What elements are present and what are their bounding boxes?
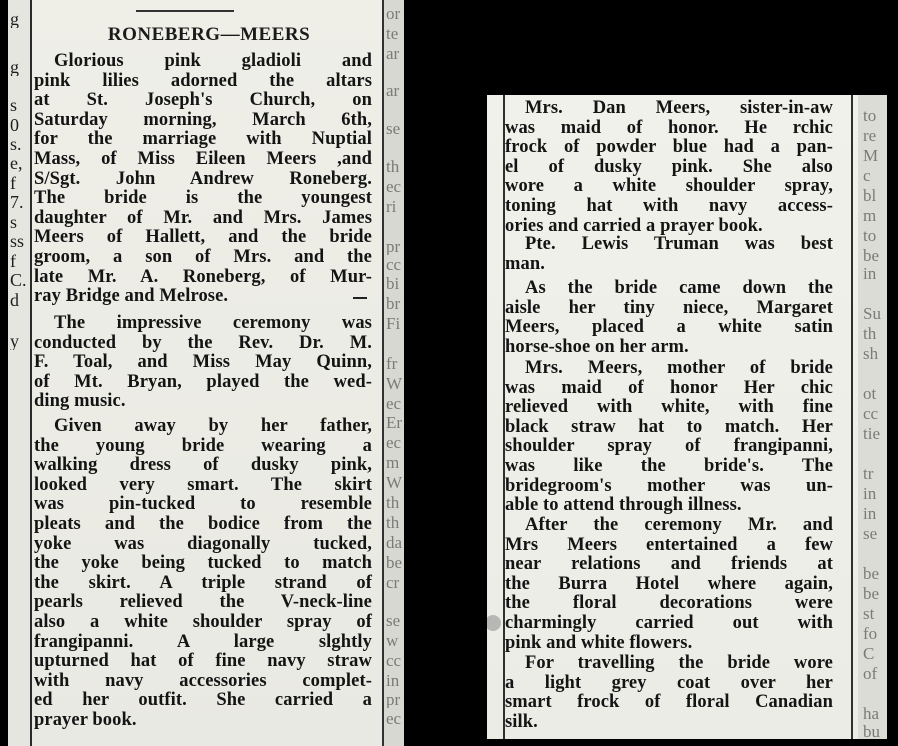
neighbor-fragment: da: [386, 534, 403, 551]
right-paragraph-3: [505, 279, 833, 357]
article-line: the floral decorations were: [505, 593, 833, 614]
article-line: shoulder spray of frangipanni,: [505, 436, 833, 457]
left-clipping-neighbor-column: [382, 0, 404, 746]
article-line: Meers, placed a white satin: [505, 317, 833, 338]
neighbor-fragment: or: [386, 5, 401, 22]
neighbor-fragment: m: [863, 207, 877, 224]
article-line: S/Sgt. John Andrew Roneberg.: [34, 168, 372, 189]
article-line: also a white shoulder spray of: [34, 611, 372, 632]
article-line: Mass, of Miss Eileen Meers ,and: [34, 148, 372, 169]
neighbor-fragment: w: [386, 632, 399, 649]
neighbor-fragment: re: [863, 127, 877, 144]
neighbor-fragment: of: [863, 665, 878, 682]
article-line: groom, a son of Mrs. and the: [34, 246, 372, 267]
article-line: black straw hat to match. Her: [505, 416, 833, 437]
article-line: was maid of honor. He rchic: [505, 117, 833, 138]
neighbor-fragment: st: [863, 605, 875, 622]
neighbor-fragment: bl: [863, 187, 877, 204]
gutter-fragment: g: [10, 10, 19, 28]
article-line: walking dress of dusky pink,: [34, 455, 372, 476]
left-paragraph-3: [34, 417, 372, 731]
scan-dot: [487, 615, 501, 631]
article-line: Mrs Meers entertained a few: [505, 534, 833, 555]
gutter-fragment: ss: [10, 232, 25, 250]
article-line: Meers of Hallett, and the bride: [34, 227, 372, 248]
article-line: aisle her tiny niece, Margaret: [505, 297, 833, 318]
neighbor-fragment: Fi: [386, 315, 401, 332]
neighbor-fragment: Su: [863, 305, 881, 322]
article-line: was like the bride's. The: [505, 455, 833, 476]
article-line: late Mr. A. Roneberg, of Mur-: [34, 266, 372, 287]
article-line: ray Bridge and Melrose.: [34, 286, 229, 307]
article-line: with navy accessories complet-: [34, 670, 372, 691]
article-line: The bride is the youngest: [34, 188, 372, 209]
article-line: the skirt. A triple strand of: [34, 572, 372, 593]
article-line: at St. Joseph's Church, on: [34, 90, 372, 111]
gutter-fragment: s: [10, 96, 18, 114]
article-line: yoke was diagonally tucked,: [34, 533, 372, 554]
article-line: conducted by the Rev. Dr. M.: [34, 332, 372, 353]
neighbor-fragment: th: [386, 514, 400, 531]
neighbor-fragment: ar: [386, 82, 400, 99]
article-line: able to attend through illness.: [505, 495, 742, 516]
article-line: daughter of Mr. and Mrs. James: [34, 207, 372, 228]
article-line: frangipanni. A large slghtly: [34, 631, 372, 652]
left-gutter: [8, 0, 32, 746]
neighbor-fragment: ot: [863, 385, 877, 402]
gutter-fragment: e,: [10, 154, 23, 172]
neighbor-fragment: cc: [863, 405, 879, 422]
article-line: smart frock of floral Canadian: [505, 692, 833, 713]
left-newspaper-clipping: [8, 0, 404, 746]
article-line: pink lilies adorned the altars: [34, 70, 372, 91]
headline-rule: [136, 10, 234, 12]
neighbor-fragment: th: [386, 494, 400, 511]
neighbor-fragment: te: [386, 25, 399, 42]
neighbor-fragment: ec: [386, 710, 402, 727]
right-paragraph-5: [505, 516, 833, 653]
neighbor-fragment: ec: [386, 434, 402, 451]
left-article: [34, 0, 384, 746]
article-line: Pte. Lewis Truman was best: [525, 234, 833, 254]
neighbor-fragment: br: [386, 295, 401, 312]
gutter-fragment: 7.: [10, 193, 24, 211]
gutter-fragment: d: [10, 291, 19, 309]
gutter-fragment: s: [10, 213, 18, 231]
neighbor-fragment: c: [863, 167, 871, 184]
article-line: The impressive ceremony was: [54, 313, 372, 333]
article-line: After the ceremony Mr. and: [525, 515, 833, 535]
article-line: the young bride wearing a: [34, 435, 372, 456]
neighbor-fragment: m: [386, 454, 400, 471]
article-line: relieved with white, with fine: [505, 397, 833, 418]
neighbor-fragment: pr: [386, 691, 401, 708]
gutter-fragment: s.: [10, 135, 22, 153]
neighbor-fragment: ec: [386, 395, 402, 412]
neighbor-fragment: th: [863, 325, 877, 342]
article-line: ed her outfit. She carried a: [34, 690, 372, 711]
neighbor-fragment: be: [863, 585, 880, 602]
neighbor-fragment: bi: [386, 275, 400, 292]
neighbor-fragment: sh: [863, 345, 879, 362]
article-line: pink and white flowers.: [505, 632, 693, 653]
neighbor-fragment: se: [863, 525, 878, 542]
neighbor-fragment: th: [386, 158, 400, 175]
article-line: pleats and the bodice from the: [34, 513, 372, 534]
neighbor-fragment: to: [863, 107, 877, 124]
neighbor-fragment: in: [863, 505, 877, 522]
article-line: for the marriage with Nuptial: [34, 129, 372, 150]
neighbor-fragment: cr: [386, 574, 400, 591]
neighbor-fragment: se: [386, 120, 401, 137]
article-line: silk.: [505, 711, 538, 732]
article-line: a light grey coat over her: [505, 672, 833, 693]
article-headline: RONEBERG—MEERS: [107, 24, 311, 45]
neighbor-fragment: ri: [386, 198, 397, 215]
neighbor-fragment: ec: [386, 178, 402, 195]
article-line: bridegroom's mother was un-: [505, 475, 833, 496]
right-clipping-neighbor-column: [858, 95, 887, 739]
neighbor-fragment: M: [863, 147, 879, 164]
neighbor-fragment: tie: [863, 425, 880, 442]
gutter-fragment: y: [10, 332, 19, 350]
neighbor-fragment: in: [863, 485, 877, 502]
gutter-fragment: 0: [10, 116, 19, 134]
article-line: ding music.: [34, 391, 126, 412]
neighbor-fragment: in: [863, 265, 877, 282]
article-line: upturned hat of fine navy straw: [34, 651, 372, 672]
neighbor-fragment: fr: [386, 355, 398, 372]
neighbor-fragment: W: [386, 474, 403, 491]
article-line: charmingly carried out with: [505, 612, 833, 633]
article-line: of Mt. Bryan, played the wed-: [34, 371, 372, 392]
neighbor-fragment: cc: [386, 256, 402, 273]
article-line: horse-shoe on her arm.: [505, 336, 689, 357]
dash-mark: [353, 297, 367, 299]
right-paragraph-2: [505, 235, 833, 274]
article-line: man.: [505, 253, 545, 274]
article-line: frock of powder blue had a pan-: [505, 137, 833, 158]
article-line: the yoke being tucked to match: [34, 553, 372, 574]
gutter-fragment: C.: [10, 271, 27, 289]
neighbor-fragment: C: [863, 645, 875, 662]
neighbor-fragment: be: [863, 247, 880, 264]
neighbor-fragment: se: [386, 612, 401, 629]
neighbor-fragment: be: [863, 565, 880, 582]
left-paragraph-2: [34, 314, 372, 412]
neighbor-fragment: in: [386, 672, 400, 689]
article-line: Saturday morning, March 6th,: [34, 109, 372, 130]
article-line: ories and carried a prayer book.: [505, 215, 763, 236]
article-line: toning hat with navy access-: [505, 195, 833, 216]
article-line: was pin-tucked to resemble: [34, 494, 372, 515]
article-line: Given away by her father,: [54, 416, 372, 436]
article-line: Mrs. Dan Meers, sister-in-aw: [525, 98, 833, 118]
article-line: prayer book.: [34, 709, 137, 730]
neighbor-fragment: fo: [863, 625, 878, 642]
neighbor-fragment: W: [386, 375, 403, 392]
neighbor-fragment: be: [386, 554, 403, 571]
neighbor-fragment: bu: [863, 723, 880, 739]
article-line: pearls relieved the V-neck-line: [34, 592, 372, 613]
neighbor-fragment: pr: [386, 238, 401, 255]
article-line: near relations and friends at: [505, 554, 833, 575]
neighbor-fragment: tr: [863, 465, 874, 482]
right-newspaper-clipping: [487, 95, 887, 739]
article-line: wore a white shoulder spray,: [505, 176, 833, 197]
article-line: As the bride came down the: [525, 278, 833, 298]
left-paragraph-1: [34, 52, 372, 307]
right-paragraph-1: [505, 99, 833, 236]
article-line: looked very smart. The skirt: [34, 474, 372, 495]
article-line: F. Toal, and Miss May Quinn,: [34, 352, 372, 373]
neighbor-fragment: ar: [386, 45, 400, 62]
article-line: For travelling the bride wore: [525, 653, 833, 673]
right-paragraph-4: [505, 359, 833, 516]
right-paragraph-6: [505, 654, 833, 732]
article-line: was maid of honor Her chic: [505, 377, 833, 398]
neighbor-fragment: Er: [386, 414, 403, 431]
gutter-fragment: f: [10, 252, 16, 270]
neighbor-fragment: ha: [863, 705, 880, 722]
article-line: the Burra Hotel where again,: [505, 573, 833, 594]
neighbor-fragment: to: [863, 227, 877, 244]
gutter-fragment: g: [10, 58, 19, 76]
article-line: el of dusky pink. She also: [505, 156, 833, 177]
gutter-fragment: f: [10, 174, 16, 192]
right-article: [503, 95, 853, 739]
article-line: Glorious pink gladioli and: [54, 51, 372, 71]
article-line: Mrs. Meers, mother of bride: [525, 358, 833, 378]
neighbor-fragment: cc: [386, 652, 402, 669]
